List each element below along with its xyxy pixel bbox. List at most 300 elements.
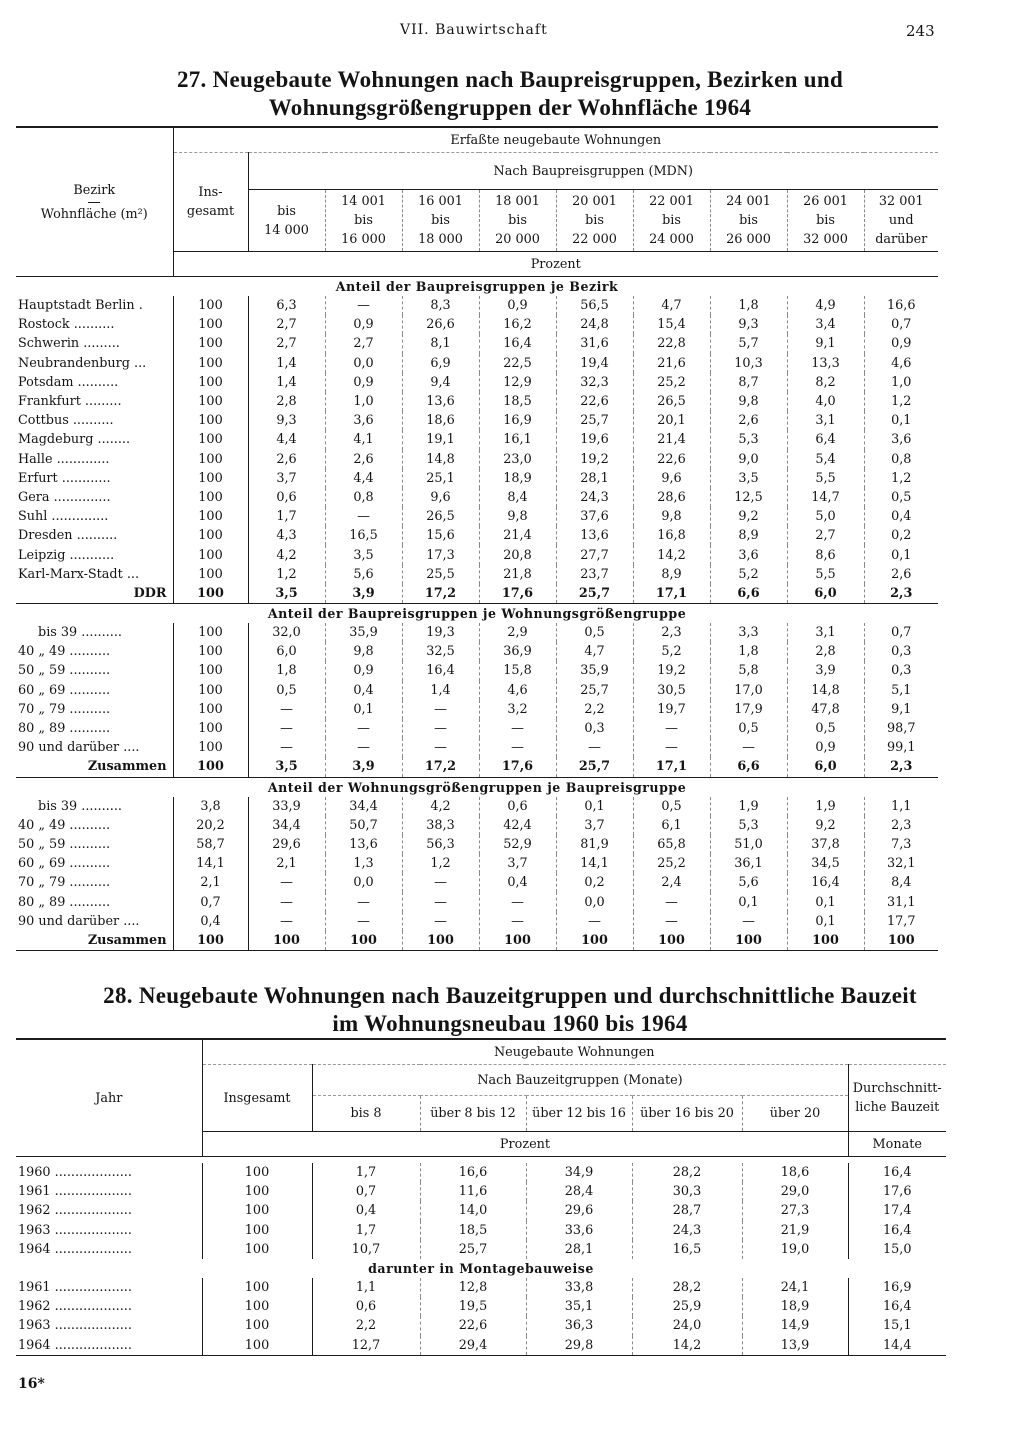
table-cell: 3,5	[710, 469, 787, 488]
row-label: 1961 ...................	[18, 1184, 132, 1200]
table-cell: 25,9	[632, 1297, 742, 1316]
table-27-title	[20, 66, 1000, 122]
table-cell: 14,4	[848, 1336, 946, 1356]
price-group-header-line: 32 000	[803, 232, 848, 247]
table-cell: —	[710, 738, 787, 757]
table-cell: 5,0	[787, 507, 864, 526]
table-cell: 4,7	[556, 642, 633, 661]
table-cell: 17,4	[848, 1201, 946, 1220]
table-cell: 32,1	[864, 854, 938, 873]
table-cell: 14,7	[787, 488, 864, 507]
table-cell: 17,6	[479, 584, 556, 604]
table-cell: 98,7	[864, 719, 938, 738]
table-cell: 56,3	[402, 835, 479, 854]
table-cell: —	[556, 738, 633, 757]
table-28-title-line1: 28. Neugebaute Wohnungen nach Bauzeitgruppen und durchschnittliche Bauzeit	[103, 983, 917, 1008]
table-cell: 28,1	[526, 1240, 632, 1259]
table-cell: 5,7	[710, 334, 787, 353]
price-group-header-lines	[712, 192, 786, 249]
table-cell: 17,7	[864, 912, 938, 931]
page-header	[0, 22, 1024, 42]
table-row	[16, 1182, 946, 1201]
table-cell: 2,1	[173, 873, 248, 892]
table-cell: 8,6	[787, 545, 864, 564]
table-cell: 36,3	[526, 1316, 632, 1335]
table-row	[16, 1316, 946, 1335]
table-cell: 7,3	[864, 835, 938, 854]
price-group-header-lines	[404, 192, 478, 249]
price-group-header	[325, 190, 402, 252]
table-row	[16, 392, 938, 411]
table-cell: 21,4	[633, 430, 710, 449]
table-cell: 0,3	[864, 661, 938, 680]
table-cell: 2,4	[633, 873, 710, 892]
table-cell: 24,3	[632, 1221, 742, 1240]
table-cell: 30,3	[632, 1182, 742, 1201]
table-cell: —	[633, 719, 710, 738]
table-cell: 100	[173, 642, 248, 661]
table-cell: 13,6	[325, 835, 402, 854]
price-group-header-line: 20 000	[495, 232, 540, 247]
row-label: 70 „ 79 ..........	[18, 701, 111, 717]
row-label: 90 und darüber ....	[18, 740, 140, 756]
table-cell: 6,3	[248, 296, 325, 315]
table-cell: 2,3	[864, 816, 938, 835]
table-cell: 3,1	[787, 623, 864, 642]
table-cell: 0,6	[312, 1297, 420, 1316]
table-cell: 6,0	[787, 584, 864, 604]
table-cell: 2,8	[787, 642, 864, 661]
table-cell: 18,6	[742, 1163, 848, 1182]
row-label: Gera ..............	[18, 489, 111, 505]
table-row	[16, 565, 938, 584]
table-cell: 100	[173, 373, 248, 392]
table-row	[16, 1221, 946, 1240]
table-cell: 18,6	[402, 411, 479, 430]
table-cell: 100	[710, 931, 787, 951]
table-cell: 8,7	[710, 373, 787, 392]
price-group-header-line: bis	[739, 213, 758, 228]
table-cell: 100	[864, 931, 938, 951]
table-cell: 0,2	[864, 526, 938, 545]
row-label: 80 „ 89 ..........	[18, 894, 111, 910]
table-cell: 26,5	[633, 392, 710, 411]
table-cell: 4,2	[402, 797, 479, 816]
table-cell: 5,6	[710, 873, 787, 892]
table-cell: 56,5	[556, 296, 633, 315]
price-group-header-lines	[789, 192, 863, 249]
table-cell: —	[479, 738, 556, 757]
t28-stub-header: Jahr	[16, 1039, 202, 1157]
table-cell: 100	[173, 681, 248, 700]
section-title: Anteil der Wohnungsgrößengruppen je Baupreisgruppe	[16, 777, 938, 797]
table-cell: 0,5	[787, 719, 864, 738]
table-cell: 100	[173, 334, 248, 353]
table-cell: 33,8	[526, 1278, 632, 1297]
row-label: 80 „ 89 ..........	[18, 721, 111, 737]
price-group-header-line: bis	[585, 213, 604, 228]
table-row	[16, 450, 938, 469]
table-cell: 5,4	[787, 450, 864, 469]
table-cell: 2,3	[864, 584, 938, 604]
table-cell: 3,7	[479, 854, 556, 873]
table-row	[16, 681, 938, 700]
table-cell: 0,3	[556, 719, 633, 738]
table-cell: 4,4	[325, 469, 402, 488]
table-cell: 0,1	[556, 797, 633, 816]
table-cell: 12,5	[710, 488, 787, 507]
table-cell: 100	[202, 1201, 312, 1220]
table-cell: 21,4	[479, 526, 556, 545]
table-cell: 100	[173, 526, 248, 545]
table-cell: 0,5	[710, 719, 787, 738]
table-cell: 29,4	[420, 1336, 526, 1356]
table-cell: 100	[173, 931, 248, 951]
t28-unit-months: Monate	[848, 1132, 946, 1157]
table-cell: —	[402, 892, 479, 911]
price-group-header-line: 24 000	[649, 232, 694, 247]
table-cell: 9,8	[325, 642, 402, 661]
table-cell: —	[325, 719, 402, 738]
duration-group-header: über 8 bis 12	[420, 1096, 526, 1132]
table-row	[16, 315, 938, 334]
table-cell: —	[556, 912, 633, 931]
table-cell: 0,7	[312, 1182, 420, 1201]
row-label: Erfurt ............	[18, 470, 111, 486]
price-group-header	[402, 190, 479, 252]
table-cell: 26,5	[402, 507, 479, 526]
table-cell: —	[402, 738, 479, 757]
table-row	[16, 661, 938, 680]
table-cell: 50,7	[325, 816, 402, 835]
table-cell: 10,3	[710, 354, 787, 373]
table-cell: 21,6	[633, 354, 710, 373]
table-cell: 9,2	[710, 507, 787, 526]
t28-head-main: Neugebaute Wohnungen	[202, 1039, 946, 1065]
table-row	[16, 411, 938, 430]
head-main: Erfaßte neugebaute Wohnungen	[173, 127, 938, 153]
table-cell: 100	[173, 354, 248, 373]
table-cell: 1,9	[787, 797, 864, 816]
table-cell: 5,2	[710, 565, 787, 584]
table-cell: 34,4	[248, 816, 325, 835]
table-cell: 9,1	[864, 700, 938, 719]
total-row	[16, 757, 938, 777]
table-row	[16, 1297, 946, 1316]
table-cell: 0,1	[787, 892, 864, 911]
table-row	[16, 469, 938, 488]
table-cell: 3,1	[787, 411, 864, 430]
table-cell: 25,7	[420, 1240, 526, 1259]
chapter-heading: VII. Bauwirtschaft	[400, 22, 548, 38]
table-cell: 4,4	[248, 430, 325, 449]
price-group-header-line: 14 001	[341, 194, 386, 209]
table-cell: 100	[173, 738, 248, 757]
table-cell: 22,6	[633, 450, 710, 469]
total-row	[16, 931, 938, 951]
table-cell: 36,1	[710, 854, 787, 873]
table-cell: 100	[202, 1240, 312, 1259]
table-cell: —	[248, 912, 325, 931]
table-cell: 9,4	[402, 373, 479, 392]
table-cell: 100	[202, 1297, 312, 1316]
table-cell: 1,7	[312, 1221, 420, 1240]
row-label: Dresden ..........	[18, 528, 118, 544]
table-cell: 13,6	[402, 392, 479, 411]
table-cell: 42,4	[479, 816, 556, 835]
table-row	[16, 296, 938, 315]
table-cell: 37,6	[556, 507, 633, 526]
table-cell: —	[402, 912, 479, 931]
duration-group-header: über 20	[742, 1096, 848, 1132]
table-cell: 17,6	[479, 757, 556, 777]
price-group-header-line: 26 000	[726, 232, 771, 247]
table-cell: 0,9	[864, 334, 938, 353]
table-cell: 3,7	[556, 816, 633, 835]
table-cell: 1,0	[864, 373, 938, 392]
table-cell: 4,0	[787, 392, 864, 411]
table-cell: 9,1	[787, 334, 864, 353]
table-cell: 15,8	[479, 661, 556, 680]
stub-header	[16, 127, 173, 277]
table-cell: 28,2	[632, 1163, 742, 1182]
table-cell: 100	[173, 584, 248, 604]
table-cell: 3,6	[325, 411, 402, 430]
stub-header-top: Bezirk	[73, 182, 116, 198]
table-cell: 30,5	[633, 681, 710, 700]
table-cell: 9,6	[633, 469, 710, 488]
table-cell: 5,6	[325, 565, 402, 584]
table-cell: —	[325, 892, 402, 911]
table-cell: 1,0	[325, 392, 402, 411]
table-cell: 1,1	[864, 797, 938, 816]
row-label: Karl-Marx-Stadt ...	[18, 566, 140, 582]
table-cell: 18,9	[479, 469, 556, 488]
table-cell: 16,4	[848, 1221, 946, 1240]
table-cell: —	[325, 296, 402, 315]
table-cell: 36,9	[479, 642, 556, 661]
price-group-header-line: darüber	[875, 232, 928, 247]
table-cell: 28,4	[526, 1182, 632, 1201]
table-cell: 24,8	[556, 315, 633, 334]
table-cell: 27,7	[556, 545, 633, 564]
table-cell: 0,0	[556, 892, 633, 911]
table-cell: 0,1	[325, 700, 402, 719]
t28-head-avg-line2: liche Bauzeit	[855, 1100, 940, 1115]
table-cell: 3,6	[710, 545, 787, 564]
table-cell: —	[248, 873, 325, 892]
table-cell: 0,8	[325, 488, 402, 507]
table-cell: 0,5	[248, 681, 325, 700]
table-cell: —	[248, 719, 325, 738]
table-cell: 21,8	[479, 565, 556, 584]
table-27-title-line1: 27. Neugebaute Wohnungen nach Baupreisgruppen, Bezirken und	[176, 67, 844, 92]
table-cell: 23,7	[556, 565, 633, 584]
table-cell: 47,8	[787, 700, 864, 719]
table-cell: 15,1	[848, 1316, 946, 1335]
table-cell: 21,9	[742, 1221, 848, 1240]
price-group-header-line: bis	[662, 213, 681, 228]
t28-head-insgesamt: Insgesamt	[202, 1065, 312, 1132]
table-cell: 100	[173, 623, 248, 642]
section-title: Anteil der Baupreisgruppen je Wohnungsgrößengruppe	[16, 604, 938, 624]
table-cell: 16,5	[632, 1240, 742, 1259]
table-27-header	[16, 127, 938, 277]
table-cell: 25,2	[633, 854, 710, 873]
table-cell: 8,4	[864, 873, 938, 892]
table-cell: 34,5	[787, 854, 864, 873]
table-cell: 14,8	[787, 681, 864, 700]
table-cell: 100	[173, 469, 248, 488]
table-cell: 5,5	[787, 565, 864, 584]
table-cell: 2,3	[864, 757, 938, 777]
table-cell: 35,9	[556, 661, 633, 680]
table-cell: 3,8	[173, 797, 248, 816]
table-cell: —	[710, 912, 787, 931]
table-cell: 24,0	[632, 1316, 742, 1335]
table-cell: 25,5	[402, 565, 479, 584]
table-cell: 3,2	[479, 700, 556, 719]
stub-header-bottom: Wohnfläche (m²)	[40, 206, 148, 222]
table-cell: 0,7	[864, 623, 938, 642]
section-row	[16, 277, 938, 297]
table-cell: 17,9	[710, 700, 787, 719]
table-cell: 14,9	[742, 1316, 848, 1335]
row-label: Neubrandenburg ...	[18, 355, 147, 371]
table-cell: 17,2	[402, 757, 479, 777]
table-cell: 29,8	[526, 1336, 632, 1356]
section-row	[16, 777, 938, 797]
table-row	[16, 738, 938, 757]
table-cell: 2,2	[556, 700, 633, 719]
table-cell: 29,6	[526, 1201, 632, 1220]
head-insgesamt-line1: Ins-	[198, 185, 223, 200]
table-cell: 31,6	[556, 334, 633, 353]
table-cell: 29,0	[742, 1182, 848, 1201]
price-group-header-line: bis	[354, 213, 373, 228]
t28-head-avg	[848, 1065, 946, 1132]
table-27-body	[16, 277, 938, 951]
table-row	[16, 334, 938, 353]
table-cell: 33,6	[526, 1221, 632, 1240]
price-group-header-lines	[866, 192, 938, 249]
table-28	[16, 1038, 946, 1356]
table-cell: 100	[173, 430, 248, 449]
table-cell: 100	[173, 661, 248, 680]
table-cell: 51,0	[710, 835, 787, 854]
row-label: Hauptstadt Berlin .	[18, 298, 143, 314]
table-cell: 100	[402, 931, 479, 951]
table-cell: 22,6	[420, 1316, 526, 1335]
table-cell: 3,6	[864, 430, 938, 449]
table-cell: 9,8	[710, 392, 787, 411]
table-cell: 16,6	[420, 1163, 526, 1182]
table-row	[16, 526, 938, 545]
table-cell: 9,6	[402, 488, 479, 507]
duration-group-header: über 16 bis 20	[632, 1096, 742, 1132]
price-group-header-line: 18 001	[495, 194, 540, 209]
head-insgesamt	[173, 153, 248, 252]
table-cell: 15,6	[402, 526, 479, 545]
table-cell: —	[479, 892, 556, 911]
table-cell: 4,6	[864, 354, 938, 373]
table-cell: 9,8	[633, 507, 710, 526]
table-cell: 3,9	[325, 584, 402, 604]
table-cell: 34,4	[325, 797, 402, 816]
table-cell: 100	[202, 1163, 312, 1182]
table-cell: 16,4	[848, 1163, 946, 1182]
table-cell: 3,4	[787, 315, 864, 334]
table-cell: 65,8	[633, 835, 710, 854]
table-cell: 11,6	[420, 1182, 526, 1201]
table-cell: 38,3	[402, 816, 479, 835]
table-cell: 1,7	[312, 1163, 420, 1182]
table-cell: 0,9	[325, 315, 402, 334]
price-group-header-lines	[327, 192, 401, 249]
table-cell: 2,7	[325, 334, 402, 353]
table-cell: 37,8	[787, 835, 864, 854]
table-cell: 2,7	[248, 334, 325, 353]
table-cell: 100	[173, 565, 248, 584]
row-label: bis 39 ..........	[38, 625, 122, 641]
table-cell: 35,1	[526, 1297, 632, 1316]
table-cell: 100	[173, 411, 248, 430]
table-cell: 24,1	[742, 1278, 848, 1297]
section-title: Anteil der Baupreisgruppen je Bezirk	[335, 279, 619, 294]
table-cell: 16,4	[848, 1297, 946, 1316]
table-cell: 2,6	[325, 450, 402, 469]
table-cell: 0,1	[787, 912, 864, 931]
table-cell: 0,8	[864, 450, 938, 469]
table-cell: 6,4	[787, 430, 864, 449]
table-cell: 25,1	[402, 469, 479, 488]
footer-signature: 16*	[18, 1376, 45, 1392]
table-cell: 2,8	[248, 392, 325, 411]
table-cell: 100	[173, 545, 248, 564]
table-cell: 14,8	[402, 450, 479, 469]
table-cell: 0,0	[325, 873, 402, 892]
t28-unit-pct: Prozent	[202, 1132, 848, 1157]
table-cell: 8,4	[479, 488, 556, 507]
table-cell: 15,0	[848, 1240, 946, 1259]
table-cell: 0,0	[325, 354, 402, 373]
table-cell: 22,5	[479, 354, 556, 373]
table-cell: 33,9	[248, 797, 325, 816]
table-row	[16, 1336, 946, 1356]
stub-separator	[88, 202, 100, 203]
table-cell: 9,8	[479, 507, 556, 526]
price-group-header-line: 18 000	[418, 232, 463, 247]
table-row	[16, 623, 938, 642]
table-cell: 100	[173, 757, 248, 777]
table-row	[16, 816, 938, 835]
price-group-header-line: 16 001	[418, 194, 463, 209]
table-cell: 2,6	[248, 450, 325, 469]
table-cell: 19,2	[556, 450, 633, 469]
table-cell: 100	[325, 931, 402, 951]
table-cell: 1,3	[325, 854, 402, 873]
row-label: Suhl ..............	[18, 509, 109, 525]
table-cell: 1,8	[248, 661, 325, 680]
table-cell: 100	[202, 1316, 312, 1335]
table-28-title-line2: im Wohnungsneubau 1960 bis 1964	[332, 1011, 688, 1036]
table-cell: 100	[173, 450, 248, 469]
table-cell: 1,4	[248, 354, 325, 373]
table-cell: 9,2	[787, 816, 864, 835]
table-cell: 1,9	[710, 797, 787, 816]
table-cell: 6,0	[787, 757, 864, 777]
table-cell: 20,1	[633, 411, 710, 430]
